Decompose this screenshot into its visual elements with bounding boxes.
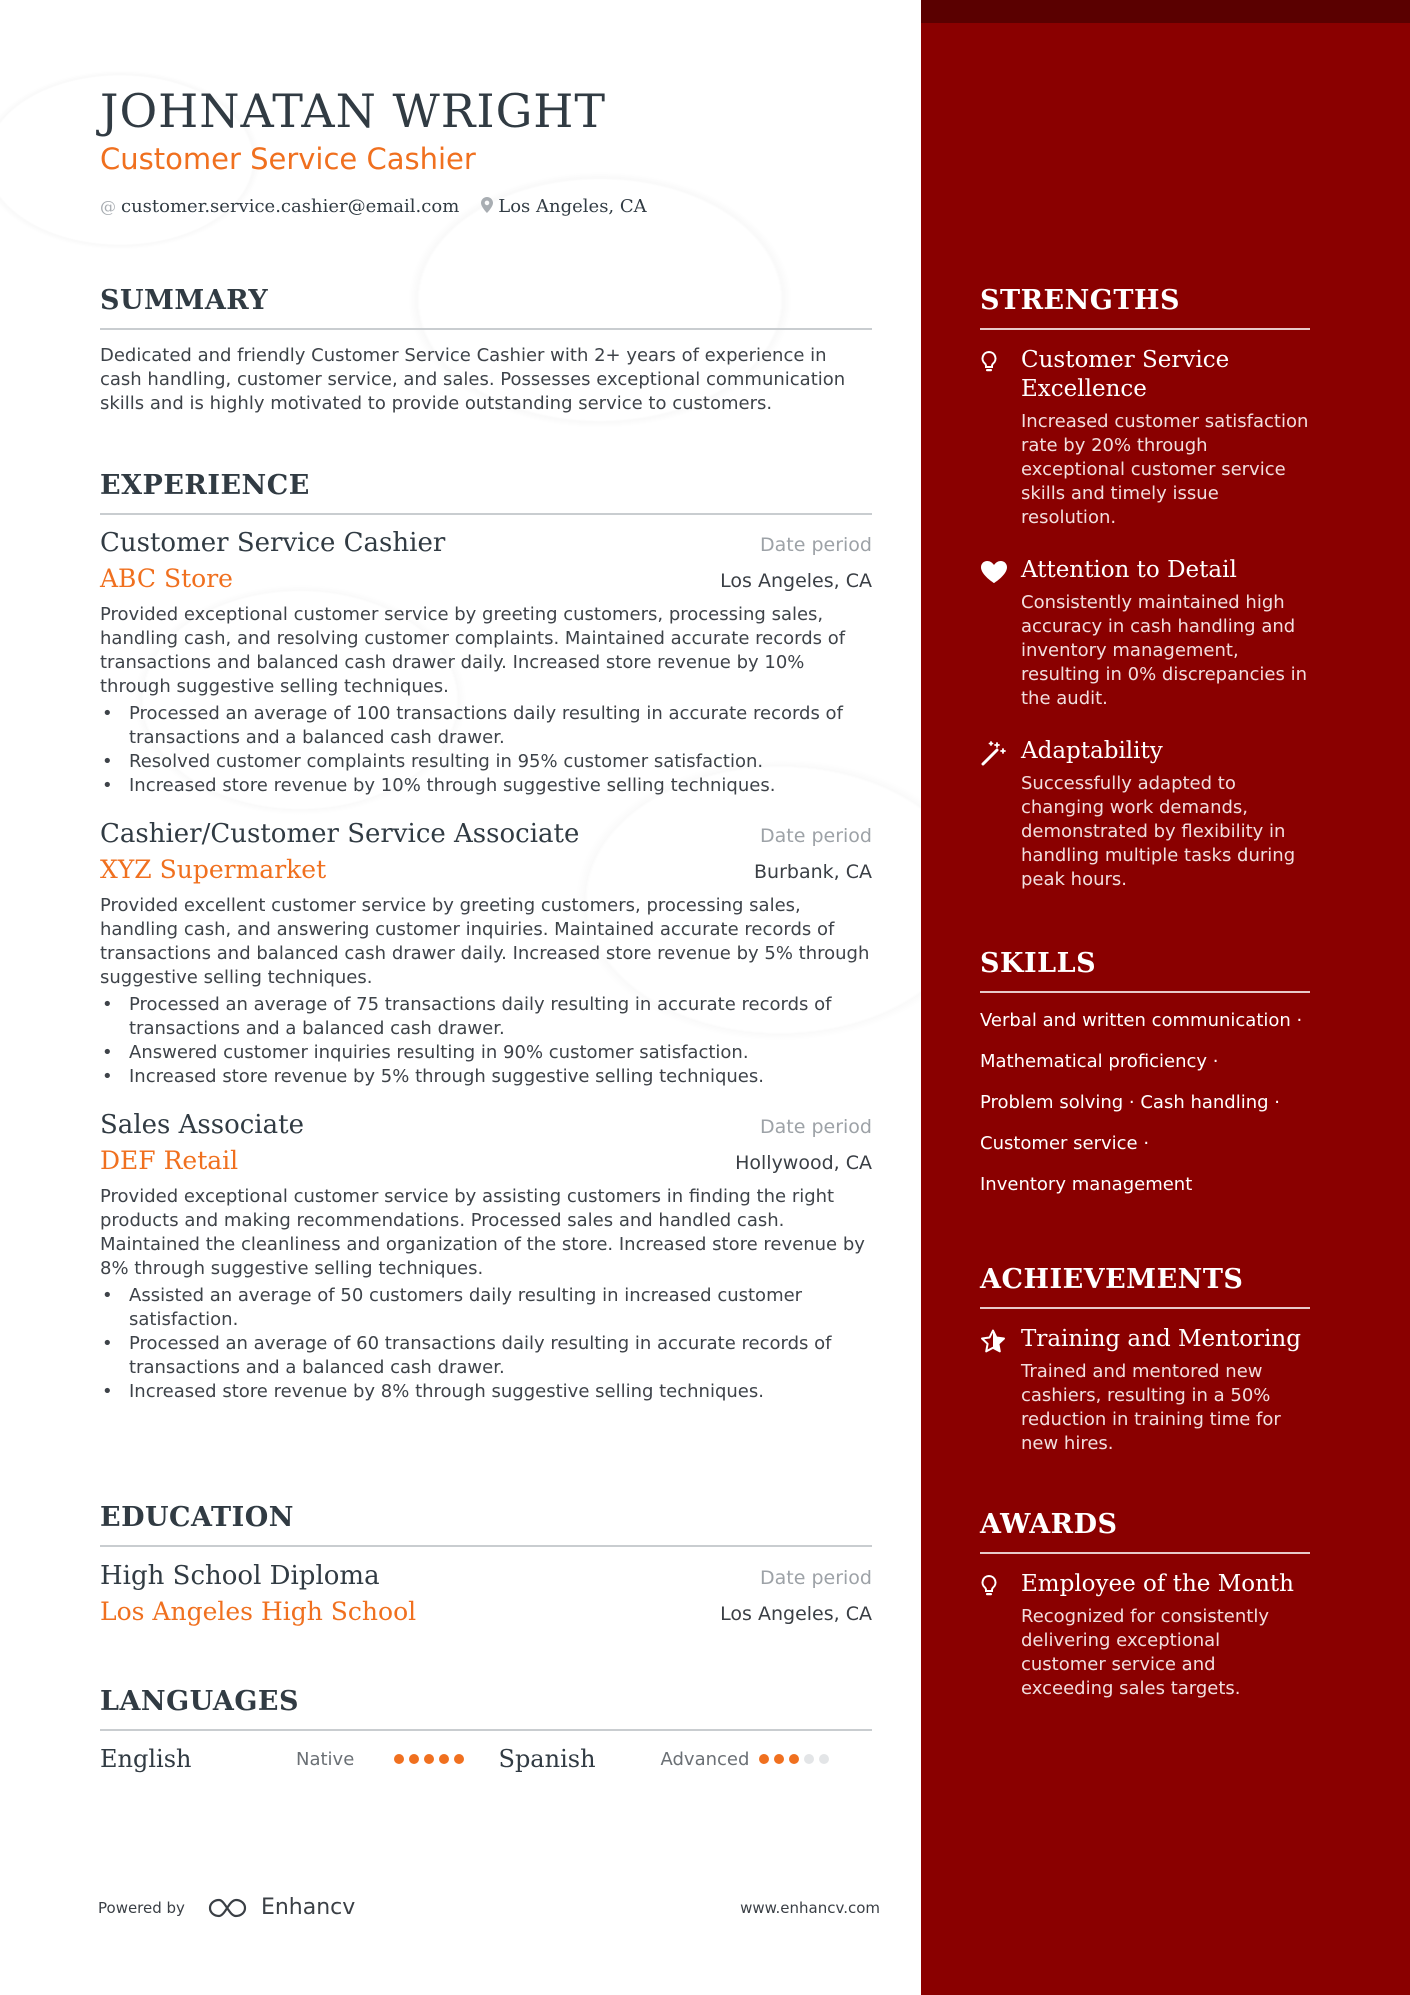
strength-title: Adaptability [1021,738,1163,764]
awards-title: AWARDS [980,1509,1310,1554]
job-bullet: • Increased store revenue by 5% through suggestive selling techniques. [100,1065,872,1089]
job-bullets [100,993,872,1089]
map-pin-icon [481,197,493,217]
job-bullets [100,702,872,798]
job-location: Hollywood, CA [735,1152,872,1174]
heart-icon [980,556,1021,711]
job-bullets [100,1284,872,1404]
award-text: Recognized for consistently delivering exceptional customer service and exceeding sales targets. [1021,1606,1269,1699]
company-name: XYZ Supermarket [100,855,327,884]
job-bullet: • Increased store revenue by 8% through suggestive selling techniques. [100,1380,872,1404]
strength-item [980,346,1310,530]
skill-line: Inventory management [980,1174,1193,1195]
skill-line: Mathematical proficiency · [980,1051,1219,1072]
contact-info [100,196,647,217]
rating-dot-filled [789,1754,799,1764]
language-item [499,1745,873,1773]
job-bullet: • Resolved customer complaints resulting in 95% customer satisfaction. [100,750,872,774]
skill-line: Verbal and written communication · [980,1010,1303,1031]
skills-title: SKILLS [980,948,1310,993]
education-section [100,1502,872,1626]
job-description: Provided exceptional customer service by assisting customers in finding the right products and making recommendations. Processed sales and handled cash. Maintained the cleanliness and organization of the store. Increased store revenue by 8% through suggestive selling techniques. [100,1186,865,1279]
rating-dot-empty [804,1754,814,1764]
magic-wand-icon [980,737,1021,892]
candidate-name: JOHNATAN WRIGHT [100,84,607,138]
rating-dot-filled [759,1754,769,1764]
job-title: Cashier/Customer Service Associate [100,819,580,849]
job-entry [100,819,872,1089]
degree-name: High School Diploma [100,1561,380,1591]
sidebar-top-band [921,0,1410,23]
awards-section [980,1509,1310,1701]
job-date: Date period [760,825,872,847]
summary-title: SUMMARY [100,285,872,330]
achievement-item [980,1325,1310,1456]
job-title: Sales Associate [100,1110,304,1140]
company-name: DEF Retail [100,1146,239,1175]
skills-section [980,948,1310,1197]
rating-dot-filled [454,1754,464,1764]
job-location: Los Angeles, CA [720,570,872,592]
strength-text: Increased customer satisfaction rate by 20% through exceptional customer service skills and timely issue resolution. [1021,411,1309,528]
strength-text: Successfully adapted to changing work demands, demonstrated by flexibility in handling multiple tasks during peak hours. [1021,773,1296,890]
achievements-title: ACHIEVEMENTS [980,1264,1310,1309]
candidate-role: Customer Service Cashier [100,142,476,176]
job-date: Date period [760,534,872,556]
languages-title: LANGUAGES [100,1686,872,1731]
sidebar [921,0,1410,1995]
strengths-section [980,285,1310,892]
job-description: Provided excellent customer service by greeting customers, processing sales, handling cash, and answering customer inquiries. Maintained accurate records of transactions and balanced cash drawer daily. Increased store revenue by 5% through suggestive selling techniques. [100,895,870,988]
location-text: Los Angeles, CA [498,196,647,217]
language-rating [759,1754,829,1764]
education-date: Date period [760,1567,872,1589]
language-name: Spanish [498,1745,596,1773]
job-location: Burbank, CA [754,861,872,883]
job-description: Provided exceptional customer service by greeting customers, processing sales, handling cash, and resolving customer complaints. Maintained accurate records of transactions and balanced cash drawer daily. Increased store revenue by 10% through suggestive selling techniques. [100,604,846,697]
experience-section [100,470,872,1404]
rating-dot-empty [819,1754,829,1764]
education-title: EDUCATION [100,1502,872,1547]
rating-dot-filled [409,1754,419,1764]
school-location: Los Angeles, CA [720,1603,872,1625]
rating-dot-filled [424,1754,434,1764]
achievements-section [980,1264,1310,1456]
footer [98,1895,880,1920]
location-contact [481,196,646,217]
star-icon [980,1325,1021,1456]
language-item [100,1745,474,1773]
job-bullet: • Processed an average of 100 transactions daily resulting in accurate records of transactions and a balanced cash drawer. [100,702,872,750]
email-contact[interactable] [100,196,459,217]
lightbulb-icon [980,1570,1021,1701]
language-name: English [100,1745,192,1773]
job-bullet: • Processed an average of 60 transactions daily resulting in accurate records of transactions and a balanced cash drawer. [100,1332,872,1380]
email-text: customer.service.cashier@email.com [121,196,460,217]
job-title: Customer Service Cashier [100,528,446,558]
strength-item [980,556,1310,711]
achievement-text: Trained and mentored new cashiers, resulting in a 50% reduction in training time for new hires. [1021,1361,1281,1454]
strengths-title: STRENGTHS [980,285,1310,330]
rating-dot-filled [774,1754,784,1764]
job-bullet: • Increased store revenue by 10% through suggestive selling techniques. [100,774,872,798]
summary-section [100,285,872,416]
rating-dot-filled [394,1754,404,1764]
skill-line: Customer service · [980,1133,1150,1154]
job-date: Date period [760,1116,872,1138]
language-level: Native [296,1748,355,1770]
skill-line: Problem solving · Cash handling · [980,1092,1281,1113]
job-entry [100,528,872,798]
school-name: Los Angeles High School [100,1597,417,1626]
award-item [980,1570,1310,1701]
brand-name: Enhancv [260,1895,356,1920]
at-icon: @ [100,197,116,216]
strength-item [980,737,1310,892]
job-bullet: • Processed an average of 75 transactions daily resulting in accurate records of transactions and a balanced cash drawer. [100,993,872,1041]
strength-title: Attention to Detail [1021,557,1237,583]
rating-dot-filled [439,1754,449,1764]
job-bullet: • Answered customer inquiries resulting in 90% customer satisfaction. [100,1041,872,1065]
languages-section [100,1686,872,1773]
award-title: Employee of the Month [1021,1571,1294,1597]
summary-text: Dedicated and friendly Customer Service Cashier with 2+ years of experience in cash handling, customer service, and sales. Possesses exceptional communication skills and is highly motivated to provide outstanding service to customers. [100,345,846,414]
powered-by-label: Powered by [98,1898,185,1917]
strength-title: Customer Service Excellence [1021,347,1230,402]
strength-text: Consistently maintained high accuracy in cash handling and inventory management, resulting in 0% discrepancies in the audit. [1021,592,1308,709]
job-entry [100,1110,872,1404]
enhancv-logo[interactable] [207,1895,355,1920]
language-level: Advanced [660,1748,750,1770]
job-bullet: • Assisted an average of 50 customers daily resulting in increased customer satisfaction. [100,1284,872,1332]
language-rating [394,1754,464,1764]
achievement-title: Training and Mentoring [1021,1326,1301,1352]
lightbulb-icon [980,346,1021,530]
infinity-icon [207,1897,253,1919]
experience-title: EXPERIENCE [100,470,872,515]
company-name: ABC Store [100,564,233,593]
footer-url[interactable]: www.enhancv.com [740,1898,880,1917]
